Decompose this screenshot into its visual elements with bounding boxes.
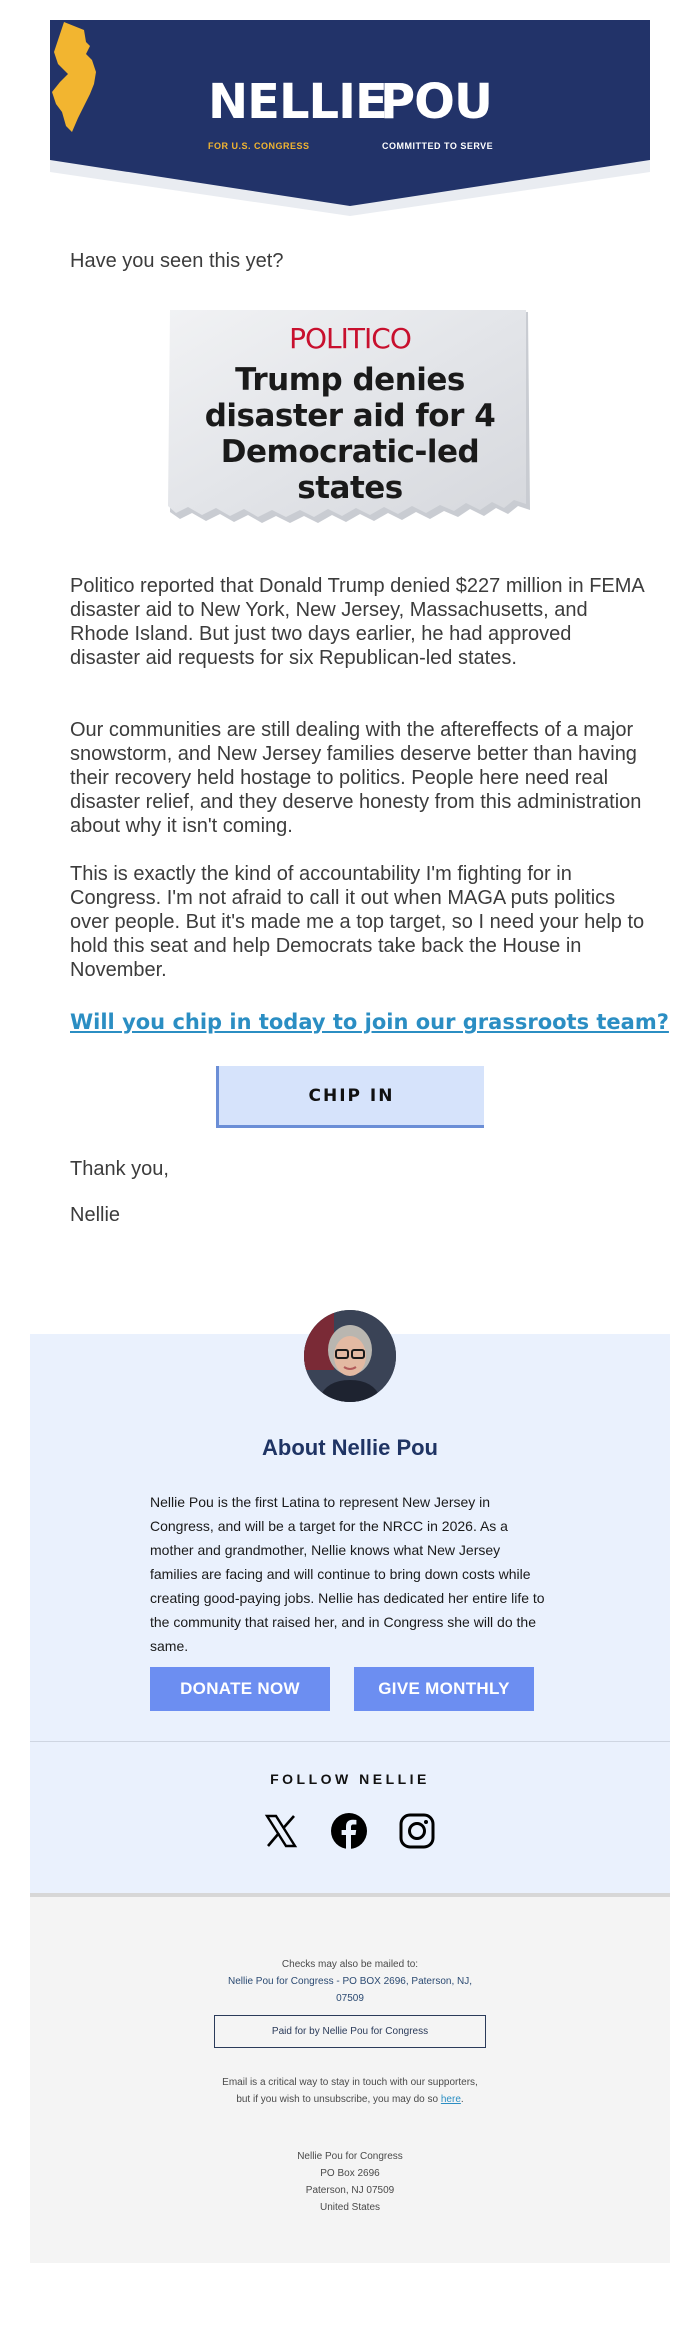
clipping-source: POLITICO <box>289 322 411 355</box>
facebook-icon[interactable] <box>330 1812 368 1850</box>
portrait-image <box>304 1310 396 1402</box>
avatar <box>304 1310 396 1402</box>
clipping-headline: Trump denies disaster aid for 4 Democratic-led states <box>204 362 496 506</box>
about-title: About Nellie Pou <box>262 1435 438 1460</box>
logo-name-last: POU <box>380 74 492 130</box>
body-paragraph: Politico reported that Donald Trump denied $227 million in FEMA disaster aid to New York, New Jersey, Massachusetts, and Rhode Island. But just two days earlier, he had approved disaster aid requests for six Republican-led states. <box>70 575 644 669</box>
follow-title: FOLLOW NELLIE <box>270 1771 430 1787</box>
intro-text: Have you seen this yet? <box>70 250 284 272</box>
header-banner <box>50 20 650 220</box>
instagram-icon[interactable] <box>398 1812 436 1850</box>
logo-tagline-congress: FOR U.S. CONGRESS <box>208 141 310 151</box>
unsubscribe-notice: Email is a critical way to stay in touch with our supporters, but if you wish to unsubscribe, you may do so here. <box>222 2077 478 2105</box>
chip-in-link[interactable]: Will you chip in today to join our grassroots team? <box>70 1010 669 1034</box>
mail-address: Nellie Pou for Congress - PO BOX 2696, Paterson, NJ, 07509 <box>228 1976 472 2004</box>
x-icon[interactable] <box>262 1812 300 1850</box>
mail-info <box>30 1956 670 2007</box>
news-clipping <box>168 310 532 532</box>
chip-in-button[interactable]: CHIP IN <box>216 1066 484 1128</box>
signoff-text: Thank you, <box>70 1158 169 1180</box>
org-name: Nellie Pou for Congress <box>297 2151 403 2162</box>
new-jersey-map-icon <box>50 20 102 136</box>
logo-tagline-serve: COMMITTED TO SERVE <box>382 141 494 151</box>
paid-for-disclaimer: Paid for by Nellie Pou for Congress <box>214 2015 486 2048</box>
body-paragraph: This is exactly the kind of accountability I'm fighting for in Congress. I'm not afraid to call it out when MAGA puts politics over people. But it's made me a top target, so I need your help to hold this seat and help Democrats take back the House in November. <box>70 863 645 981</box>
org-country: United States <box>319 2202 381 2213</box>
mail-label: Checks may also be mailed to: <box>281 1959 419 1970</box>
org-pobox: PO Box 2696 <box>320 2168 380 2179</box>
signature-text: Nellie <box>70 1204 121 1226</box>
org-address <box>30 2148 670 2216</box>
logo-name-first: NELLIE <box>208 74 387 130</box>
body-paragraph: Our communities are still dealing with the aftereffects of a major snowstorm, and New Jersey families deserve better than having their recovery held hostage to politics. People here need real disaster relief, and they deserve honesty from this administration about why it isn't coming. <box>70 719 642 837</box>
unsubscribe-link[interactable]: here <box>440 2094 461 2105</box>
about-text: Nellie Pou is the first Latina to represent New Jersey in Congress, and will be a target for the NRCC in 2026. As a mother and grandmother, Nellie knows what New Jersey families are facing and will continue to bring down costs while creating good-paying jobs. Nellie has dedicated her entire life to the community that raised her, and in Congress she will do the same. <box>150 1494 545 1654</box>
give-monthly-button[interactable]: GIVE MONTHLY <box>354 1667 534 1711</box>
donate-now-button[interactable]: DONATE NOW <box>150 1667 330 1711</box>
unsubscribe-text: Email is a critical way to stay in touch with our supporters, but if you wish to unsubscribe, you may do so <box>222 2077 478 2105</box>
org-city: Paterson, NJ 07509 <box>305 2185 395 2196</box>
